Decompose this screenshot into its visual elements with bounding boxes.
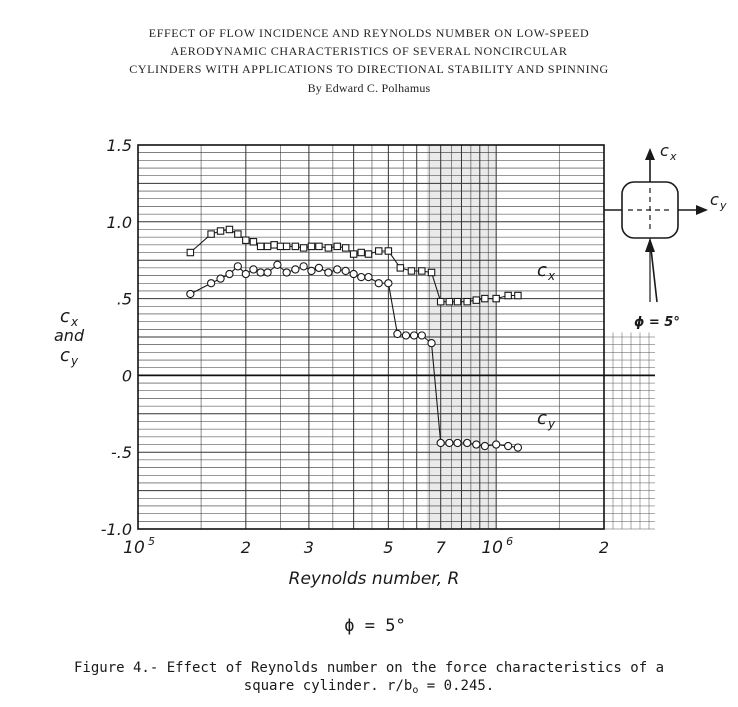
y-label-and: and <box>54 326 85 345</box>
sketch-cy-base: c <box>710 190 719 209</box>
data-point-cx <box>505 292 511 298</box>
x-tick-label: 2 <box>240 538 251 557</box>
data-point-cy <box>226 270 233 277</box>
data-point-cx <box>208 231 214 237</box>
data-point-cy <box>481 442 488 449</box>
x-tick-exp: 5 <box>148 535 155 548</box>
data-point-cx <box>473 297 479 303</box>
data-point-cx <box>316 243 322 249</box>
data-point-cx <box>376 248 382 254</box>
data-point-cy <box>437 439 444 446</box>
data-point-cx <box>187 249 193 255</box>
data-point-cx <box>243 237 249 243</box>
data-point-cx <box>350 251 356 257</box>
tick-labels <box>101 136 609 558</box>
y-label-cx-sub: x <box>71 315 79 329</box>
sketch-cx-sub: x <box>670 150 677 163</box>
data-point-cx <box>264 243 270 249</box>
y-tick-label: 1.5 <box>106 136 132 155</box>
data-point-cx <box>342 245 348 251</box>
data-point-cy <box>187 290 194 297</box>
data-point-cy <box>365 273 372 280</box>
data-point-cy <box>250 266 257 273</box>
data-point-cy <box>283 269 290 276</box>
y-label-cx-base: c <box>60 306 70 327</box>
data-point-cy <box>234 263 241 270</box>
data-point-cx <box>408 268 414 274</box>
data-point-cx <box>325 245 331 251</box>
data-point-cx <box>358 249 364 255</box>
data-point-cx <box>277 243 283 249</box>
data-point-cy <box>428 340 435 347</box>
series-label-cx-sub: x <box>548 269 556 283</box>
data-point-cy <box>358 273 365 280</box>
y-tick-label: -1.0 <box>100 520 132 539</box>
y-axis-label <box>54 306 85 368</box>
x-tick-label: 3 <box>303 538 314 557</box>
data-point-cx <box>397 265 403 271</box>
data-point-cx <box>217 228 223 234</box>
data-point-cy <box>446 439 453 446</box>
caption-line-2-value: = 0.245. <box>418 678 495 694</box>
sketch-angle-label: ϕ = 5° <box>634 315 680 330</box>
y-tick-label: 1.0 <box>106 212 132 232</box>
data-point-cx <box>283 243 289 249</box>
x-tick-base: 10 <box>481 538 503 558</box>
data-point-cx <box>226 226 232 232</box>
data-point-cx <box>235 231 241 237</box>
data-point-cy <box>505 442 512 449</box>
data-point-cx <box>482 295 488 301</box>
sketch-cx-base: c <box>660 141 669 160</box>
data-point-cx <box>365 251 371 257</box>
report-title-line-1: EFFECT OF FLOW INCIDENCE AND REYNOLDS NUMBER ON LOW-SPEED <box>148 26 590 40</box>
x-tick-label <box>481 535 513 558</box>
sketch-cy-sub: y <box>720 199 727 212</box>
data-point-cy <box>242 270 249 277</box>
data-point-cy <box>493 441 500 448</box>
data-point-cy <box>257 269 264 276</box>
y-tick-label: .5 <box>116 289 132 309</box>
data-point-cy <box>473 441 480 448</box>
data-point-cx <box>493 295 499 301</box>
data-point-cx <box>334 243 340 249</box>
data-point-cx <box>250 239 256 245</box>
data-point-cy <box>292 266 299 273</box>
data-point-cy <box>418 332 425 339</box>
data-point-cy <box>514 444 521 451</box>
data-point-cy <box>300 263 307 270</box>
series-label-cy <box>537 408 556 431</box>
data-point-cy <box>308 267 315 274</box>
y-tick-label: -.5 <box>110 443 132 463</box>
cx-arrowhead-icon <box>645 148 655 160</box>
x-tick-label: 5 <box>383 538 394 557</box>
x-tick-label <box>123 535 155 558</box>
data-point-cy <box>274 261 281 268</box>
y-label-cy-base: c <box>60 345 70 366</box>
data-point-cy <box>464 439 471 446</box>
data-point-cx <box>257 243 263 249</box>
data-point-cy <box>411 332 418 339</box>
report-title-line-2: AERODYNAMIC CHARACTERISTICS OF SEVERAL NONCIRCULAR <box>170 44 568 58</box>
caption-line-2-text: square cylinder. r/b <box>243 678 413 694</box>
data-point-cx <box>515 292 521 298</box>
data-point-cy <box>385 280 392 287</box>
report-title-line-3: CYLINDERS WITH APPLICATIONS TO DIRECTIONAL STABILITY AND SPINNING <box>129 62 609 76</box>
data-point-cy <box>342 267 349 274</box>
flow-arrowhead-icon <box>645 238 655 252</box>
data-point-cy <box>375 280 382 287</box>
data-point-cy <box>350 270 357 277</box>
data-point-cy <box>334 266 341 273</box>
data-point-cx <box>428 269 434 275</box>
data-point-cx <box>454 298 460 304</box>
data-point-cx <box>464 298 470 304</box>
phi-condition-label: ϕ = 5° <box>344 616 406 636</box>
series-label-cy-base: c <box>537 408 547 429</box>
data-point-cy <box>315 264 322 271</box>
y-label-cy-sub: y <box>71 354 79 368</box>
data-point-cx <box>271 242 277 248</box>
x-tick-label: 2 <box>598 538 610 557</box>
data-point-cy <box>208 280 215 287</box>
y-tick-label: 0 <box>121 366 132 386</box>
data-point-cx <box>308 243 314 249</box>
data-point-cx <box>292 243 298 249</box>
x-tick-label: 7 <box>435 538 446 557</box>
data-point-cy <box>394 330 401 337</box>
x-tick-exp: 6 <box>506 535 514 548</box>
data-point-cy <box>402 332 409 339</box>
data-point-cy <box>325 269 332 276</box>
caption-subscript: o <box>412 685 419 696</box>
figure-caption-line-2 <box>0 677 738 700</box>
report-author: By Edward C. Polhamus <box>307 81 431 95</box>
data-point-cy <box>264 269 271 276</box>
x-axis-label: Reynolds number, R <box>288 569 460 589</box>
data-point-cy <box>217 275 224 282</box>
cy-arrowhead-icon <box>696 205 708 215</box>
cylinder-sketch <box>604 148 708 302</box>
data-point-cx <box>437 298 443 304</box>
x-tick-base: 10 <box>123 538 145 558</box>
data-point-cx <box>385 248 391 254</box>
data-point-cx <box>446 298 452 304</box>
data-point-cx <box>419 268 425 274</box>
series-label-cx-base: c <box>537 260 547 281</box>
series-label-cy-sub: y <box>548 417 556 431</box>
data-point-cy <box>454 439 461 446</box>
figure-caption-line-1: Figure 4.- Effect of Reynolds number on the force characteristics of a <box>73 660 664 676</box>
series-label-cx <box>537 260 556 283</box>
data-point-cx <box>300 245 306 251</box>
